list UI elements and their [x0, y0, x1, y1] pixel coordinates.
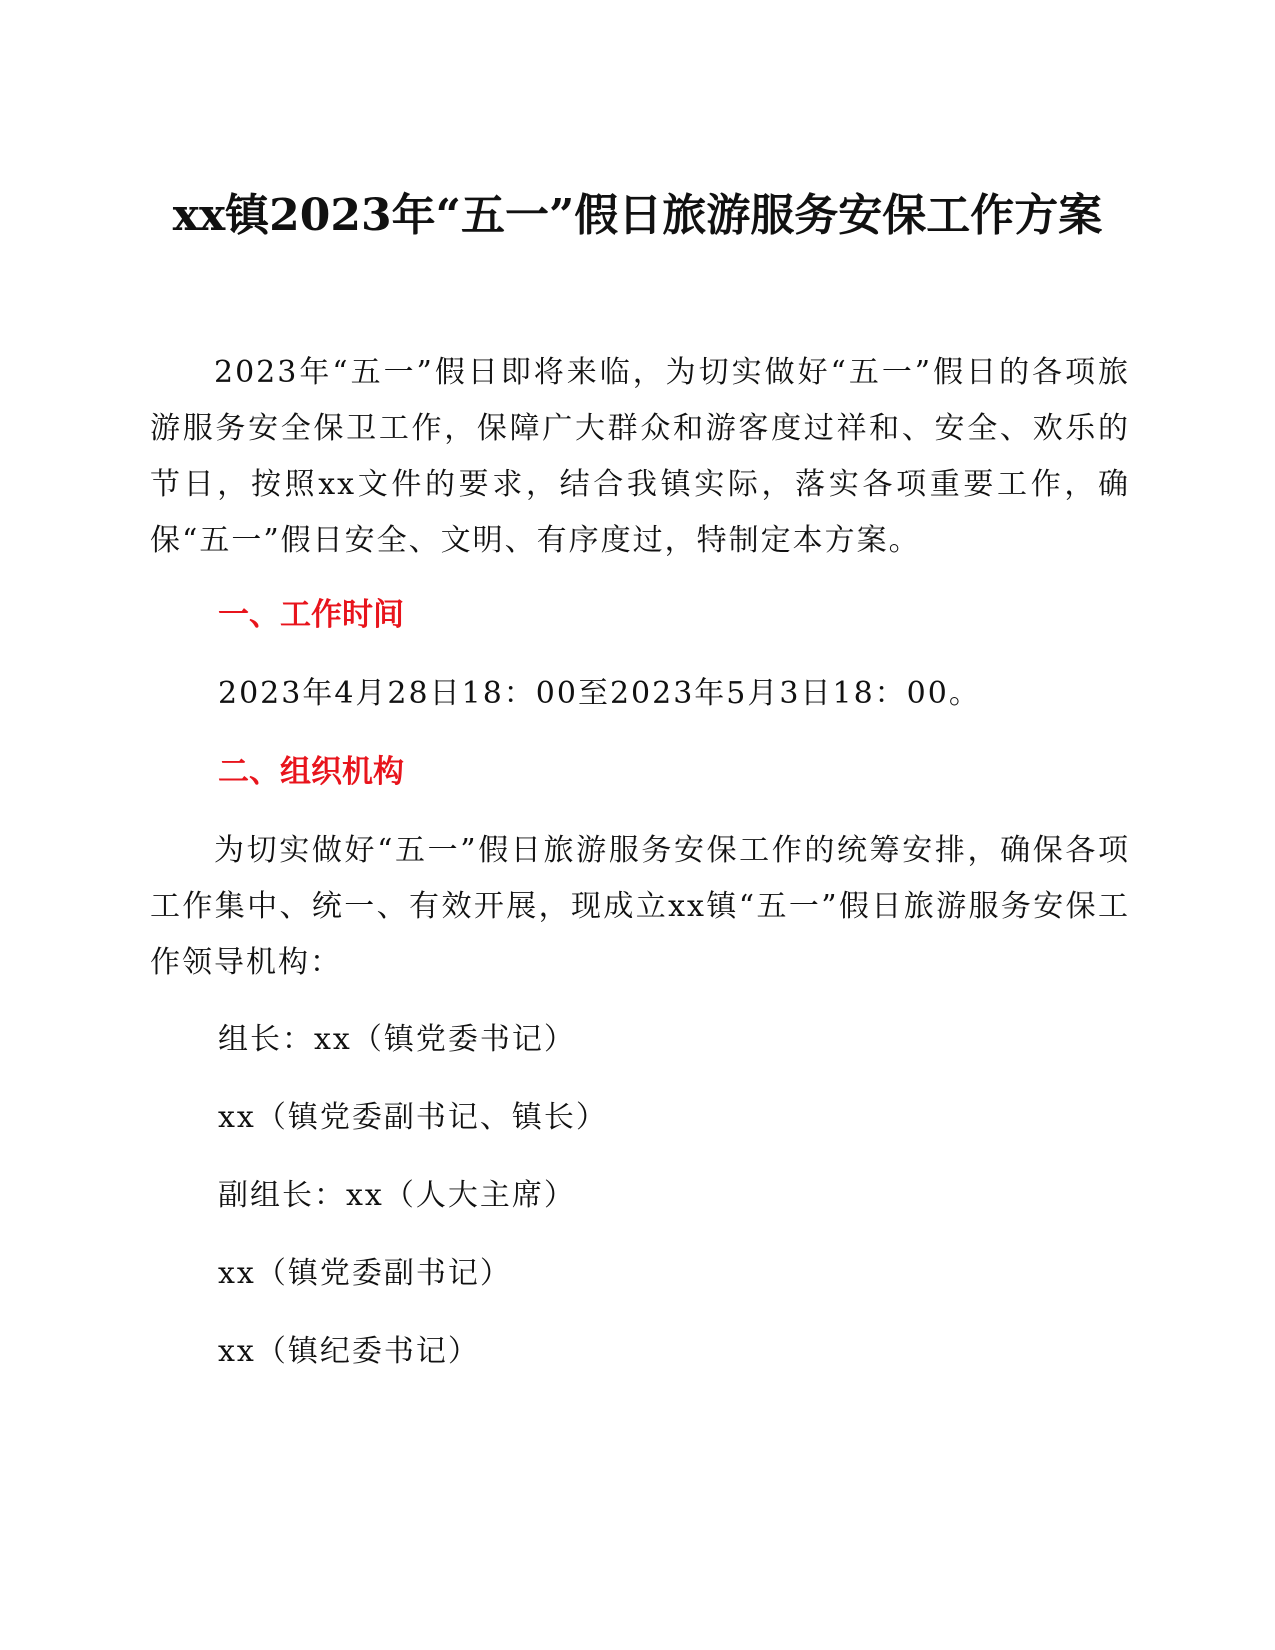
intro-paragraph: 2023年“五一”假日即将来临，为切实做好“五一”假日的各项旅游服务安全保卫工作，保障广大群众和游客度过祥和、安全、欢乐的节日，按照xx文件的要求，结合我镇实际，落实各项重要工作，确保“五一”假日安全、文明、有序度过，特制定本方案。: [150, 355, 1130, 558]
section-heading-organization: 二、组织机构: [218, 754, 404, 790]
member-line: xx（镇党委副书记、镇长）: [218, 1100, 608, 1135]
document-title: xx镇2023年“五一”假日旅游服务安保工作方案: [172, 190, 1103, 241]
member-line: 副组长：xx（人大主席）: [218, 1178, 576, 1213]
work-time-text: 2023年4月28日18：00至2023年5月3日18：00。: [218, 676, 981, 711]
member-line: xx（镇纪委书记）: [218, 1334, 480, 1369]
organization-paragraph: 为切实做好“五一”假日旅游服务安保工作的统筹安排，确保各项工作集中、统一、有效开展，现成立xx镇“五一”假日旅游服务安保工作领导机构：: [150, 833, 1130, 980]
member-line: 组长：xx（镇党委书记）: [218, 1022, 576, 1057]
section-heading-work-time: 一、工作时间: [218, 597, 404, 633]
member-line: xx（镇党委副书记）: [218, 1256, 512, 1291]
